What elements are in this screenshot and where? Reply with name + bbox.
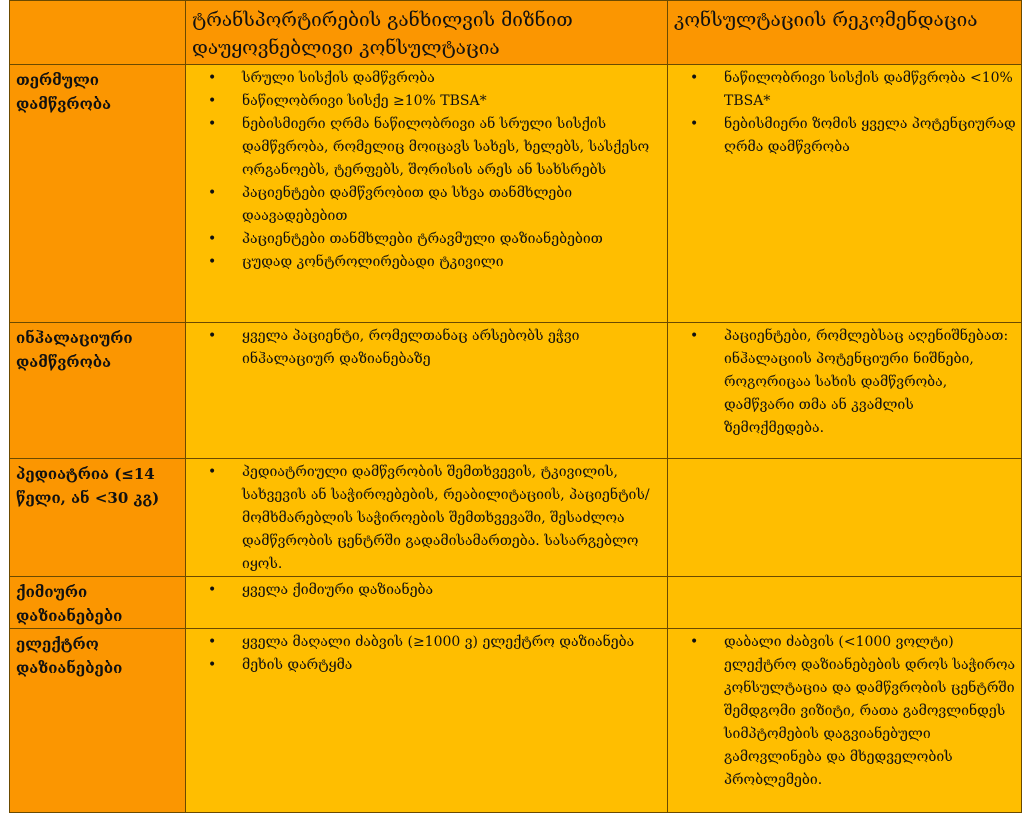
recommended-cell <box>668 323 1022 459</box>
recommended-list <box>668 631 1017 792</box>
immediate-cell <box>186 459 668 577</box>
list-item: • პაციენტები თანმხლები ტრავმული დაზიანებებით <box>242 228 663 251</box>
immediate-list <box>186 67 663 274</box>
list-item: • ნებისმიერი ზომის ყველა პოტენციურად ღრმა დამწვრობა <box>724 113 1017 159</box>
header-category <box>10 1 186 65</box>
recommended-list <box>668 325 1017 440</box>
category-electrical: ელექტრო დაზიანებები <box>10 629 186 813</box>
list-item: • პაციენტები დამწვრობით და სხვა თანმხლები დაავადებებით <box>242 182 663 228</box>
recommended-cell <box>668 629 1022 813</box>
burn-referral-table <box>9 0 1022 813</box>
list-item: • ყველა პაციენტი, რომელთანაც არსებობს ეჭვი ინჰალაციურ დაზიანებაზე <box>242 325 663 371</box>
immediate-list <box>186 325 663 371</box>
category-inhalation: ინჰალაციური დამწვრობა <box>10 323 186 459</box>
immediate-list <box>186 461 663 576</box>
immediate-list <box>186 579 663 602</box>
list-item: • მეხის დარტყმა <box>242 654 663 677</box>
list-item: • დაბალი ძაბვის (<1000 ვოლტი) ელექტრო დაზიანებების დროს საჭიროა კონსულტაცია და დამწვრობის ცენტრში შემდგომი ვიზიტი, რათა გამოვლინდეს სიმპტომების დაგვიანებული გამოვლინება და მხედველობის პრობლემები. <box>724 631 1017 792</box>
list-item: • პაციენტები, რომლებსაც აღენიშნებათ: ინჰალაციის პოტენციური ნიშნები, როგორიცაა სახის დამწვრობა, დამწვარი თმა ან კვამლის ზემოქმედება. <box>724 325 1017 440</box>
list-item: • პედიატრიული დამწვრობის შემთხვევის, ტკივილის, სახვევის ან საჭიროებების, რეაბილიტაციის, პაციენტის/მომხმარებლის საჭიროების შემთხვევაში, შესაძლოა დამწვრობის ცენტრში გადამისამართება. სასარგებლო იყოს. <box>242 461 663 576</box>
list-item: • სრული სისქის დამწვრობა <box>242 67 663 90</box>
header-row <box>10 1 1022 65</box>
header-immediate-consultation: ტრანსპორტირების განხილვის მიზნით დაუყოვნებლივი კონსულტაცია <box>186 1 668 65</box>
table-row <box>10 65 1022 323</box>
list-item: • ცუდად კონტროლირებადი ტკივილი <box>242 251 663 274</box>
category-chemical: ქიმიური დაზიანებები <box>10 577 186 629</box>
immediate-cell <box>186 629 668 813</box>
recommended-cell <box>668 577 1022 629</box>
table-row <box>10 629 1022 813</box>
table-row <box>10 459 1022 577</box>
immediate-cell <box>186 323 668 459</box>
list-item: • ნებისმიერი ღრმა ნაწილობრივი ან სრული სისქის დამწვრობა, რომელიც მოიცავს სახეს, ხელებს, სასქესო ორგანოებს, ტერფებს, შორისის არეს ან სახსრებს <box>242 113 663 182</box>
immediate-cell <box>186 577 668 629</box>
header-recommended-consultation: კონსულტაციის რეკომენდაცია <box>668 1 1022 65</box>
recommended-list <box>668 67 1017 159</box>
category-pediatrics: პედიატრია (≤14 წელი, ან <30 კგ) <box>10 459 186 577</box>
category-thermal: თერმული დამწვრობა <box>10 65 186 323</box>
recommended-cell <box>668 65 1022 323</box>
list-item: • ნაწილობრივი სისქის დამწვრობა <10% TBSA* <box>724 67 1017 113</box>
immediate-cell <box>186 65 668 323</box>
table-row <box>10 577 1022 629</box>
table-row <box>10 323 1022 459</box>
list-item: • ყველა ქიმიური დაზიანება <box>242 579 663 602</box>
list-item: • ნაწილობრივი სისქე ≥10% TBSA* <box>242 90 663 113</box>
recommended-cell <box>668 459 1022 577</box>
immediate-list <box>186 631 663 677</box>
list-item: • ყველა მაღალი ძაბვის (≥1000 ვ) ელექტრო დაზიანება <box>242 631 663 654</box>
